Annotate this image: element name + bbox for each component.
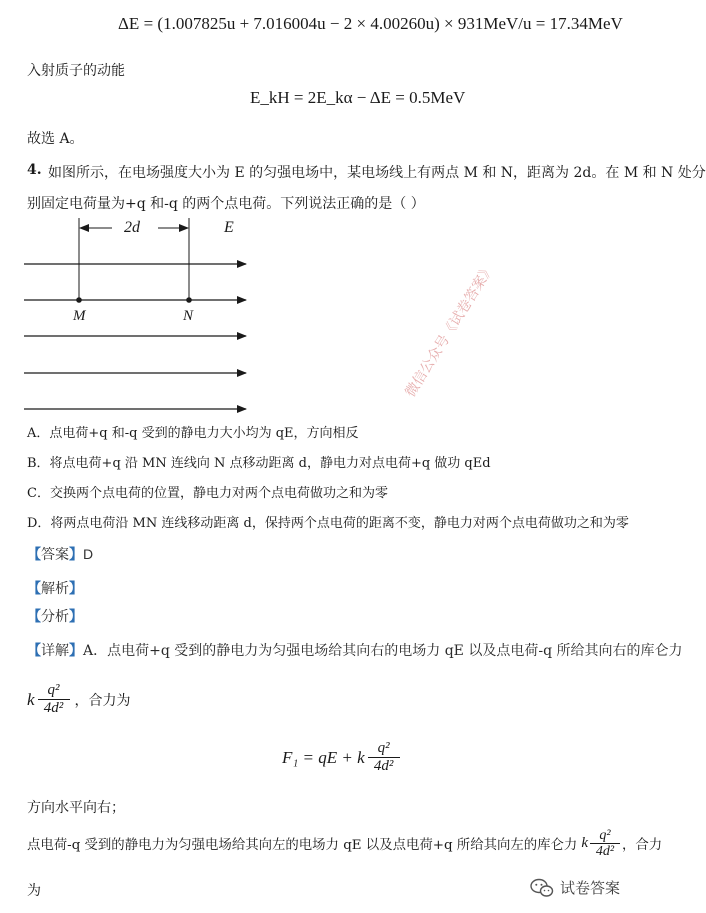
xiangjie-line: 【详解】A．点电荷+q 受到的静电力为匀强电场给其向右的电场力 qE 以及点电荷-q 所给其向右的库仑力 <box>27 643 683 659</box>
equation-mass-defect: ΔE = (1.007825u + 7.016004u − 2 × 4.00260u) × 931MeV/u = 17.34MeV <box>118 14 623 33</box>
force-formula-lhs: F₁ = qE + k <box>282 747 365 767</box>
fenxi-tag-label: 分析 <box>41 609 69 625</box>
wechat-icon <box>530 878 554 898</box>
watermark: 微信公众号《试卷答案》 <box>402 260 498 401</box>
detail-line-2: 点电荷-q 受到的静电力为匀强电场给其向左的电场力 qE 以及点电荷+q 所给其向左的库仑力 <box>27 838 578 854</box>
answer-tag: 【答案】D <box>27 546 94 563</box>
point-n-label: N <box>183 308 194 324</box>
point-m-label: M <box>73 308 86 324</box>
electric-field-figure <box>0 210 260 420</box>
point-n-dot <box>186 297 192 303</box>
fraction-numerator: q² <box>47 682 60 698</box>
answer-tag-label: 答案 <box>41 547 69 563</box>
option-b: B．将点电荷+q 沿 MN 连线向 N 点移动距离 d，静电力对点电荷+q 做功 qEd <box>27 456 491 471</box>
fraction <box>38 682 70 718</box>
k-symbol-2: k <box>581 835 588 852</box>
k-symbol: k <box>27 689 35 709</box>
coulomb-term <box>27 682 131 718</box>
question-line-1: 如图所示，在电场强度大小为 E 的匀强电场中，某电场线上有两点 M 和 N，距离为 2d。在 M 和 N 处分 <box>48 165 706 181</box>
force-formula <box>282 740 400 776</box>
previous-conclusion: 故选 A。 <box>27 131 84 147</box>
fraction-2 <box>590 828 620 860</box>
jiexi-tag-label: 解析 <box>41 581 69 597</box>
fraction-2-numerator: q² <box>599 828 611 843</box>
jiexi-tag: 【解析】 <box>27 581 83 597</box>
question-line-2: 别固定电荷量为+q 和-q 的两个点电荷。下列说法正确的是（ ） <box>27 196 425 212</box>
formula-fraction-denominator: 4d² <box>373 758 394 775</box>
distance-label: 2d <box>124 219 140 236</box>
detail-line-3: 为 <box>27 883 41 899</box>
option-a: A．点电荷+q 和-q 受到的静电力大小均为 qE，方向相反 <box>27 426 359 441</box>
option-c: C．交换两个点电荷的位置，静电力对两个点电荷做功之和为零 <box>27 486 388 501</box>
resultant-label: ，合力为 <box>74 692 131 709</box>
question-number: 4. <box>27 162 42 178</box>
proton-ke-label: 入射质子的动能 <box>27 63 125 79</box>
equation-proton-energy: E_kH = 2E_kα − ΔE = 0.5MeV <box>250 88 466 107</box>
detail-line-2-end: ，合力 <box>622 838 663 854</box>
xiangjie-tag-label: 详解 <box>41 643 69 659</box>
fenxi-tag: 【分析】 <box>27 609 83 625</box>
detail-line-1: A．点电荷+q 受到的静电力为匀强电场给其向右的电场力 qE 以及点电荷-q 所给其向右的库仑力 <box>83 643 683 659</box>
formula-fraction-numerator: q² <box>377 740 390 756</box>
point-m-dot <box>76 297 82 303</box>
answer-value: D <box>83 546 94 562</box>
fraction-2-denominator: 4d² <box>595 844 615 860</box>
direction-text: 方向水平向右； <box>27 800 125 816</box>
option-d: D．将两点电荷沿 MN 连线移动距离 d，保持两个点电荷的距离不变，静电力对两个点电荷做功之和为零 <box>27 516 629 531</box>
wechat-logo <box>530 877 620 898</box>
formula-fraction <box>368 740 400 776</box>
field-label: E <box>224 219 234 236</box>
fraction-denominator: 4d² <box>43 700 64 717</box>
detail-line-2-row <box>27 828 662 860</box>
logo-text: 试卷答案 <box>560 879 621 897</box>
